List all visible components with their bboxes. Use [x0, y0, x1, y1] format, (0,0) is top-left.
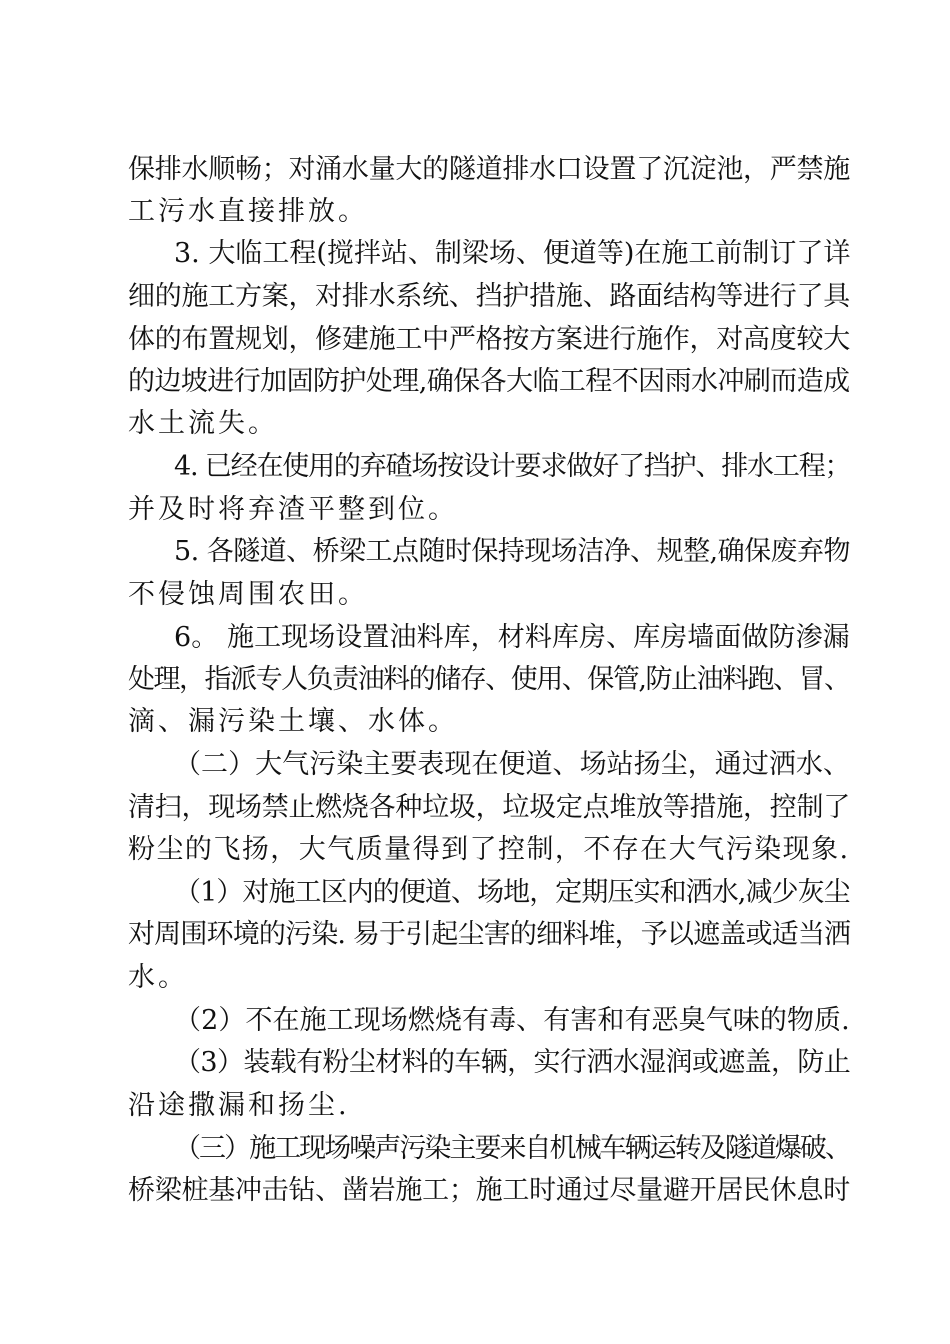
text-line: 的边坡进行加固防护处理,确保各大临工程不因雨水冲刷而造成	[128, 366, 850, 397]
text-line: 工污水直接排放。	[128, 196, 368, 227]
text-line: （3）装载有粉尘材料的车辆，实行洒水湿润或遮盖，防止	[174, 1047, 851, 1078]
text-line: 对周围环境的污染. 易于引起尘害的细料堆，予以遮盖或适当洒	[128, 919, 851, 950]
text-line: 并及时将弃渣平整到位。	[128, 494, 458, 525]
text-line: 3. 大临工程(搅拌站、制梁场、便道等)在施工前制订了详	[174, 238, 851, 269]
text-line: 水土流失。	[128, 408, 278, 439]
text-line: 沿途撒漏和扬尘.	[128, 1090, 350, 1121]
text-line: 桥梁桩基冲击钻、凿岩施工；施工时通过尽量避开居民休息时	[128, 1175, 850, 1206]
text-line: 粉尘的飞扬，大气质量得到了控制，不存在大气污染现象.	[128, 834, 850, 865]
text-line: 5. 各隧道、桥梁工点随时保持现场洁净、规整,确保废弃物	[174, 536, 850, 567]
text-line: 滴、漏污染土壤、水体。	[128, 706, 458, 737]
section-heading-line: （三）施工现场噪声污染主要来自机械车辆运转及隧道爆破、	[174, 1133, 850, 1164]
text-line: 体的布置规划，修建施工中严格按方案进行施作，对高度较大	[128, 324, 850, 355]
text-line: 处理，指派专人负责油料的储存、使用、保管,防止油料跑、冒、	[128, 664, 850, 695]
text-line: 细的施工方案，对排水系统、挡护措施、路面结构等进行了具	[128, 281, 850, 312]
text-line: 水。	[128, 962, 188, 993]
text-line: （1）对施工区内的便道、场地，定期压实和洒水,减少灰尘	[174, 877, 850, 908]
text-line: （2）不在施工现场燃烧有毒、有害和有恶臭气味的物质.	[174, 1005, 850, 1036]
section-heading-line: （二）大气污染主要表现在便道、场站扬尘，通过洒水、	[174, 749, 850, 780]
text-line: 保排水顺畅；对涌水量大的隧道排水口设置了沉淀池，严禁施	[128, 154, 850, 185]
text-line: 6。 施工现场设置油料库，材料库房、库房墙面做防渗漏	[174, 622, 850, 653]
text-line: 4. 已经在使用的弃碴场按设计要求做好了挡护、排水工程；	[174, 451, 851, 482]
text-line: 不侵蚀周围农田。	[128, 579, 368, 610]
text-line: 清扫，现场禁止燃烧各种垃圾，垃圾定点堆放等措施，控制了	[128, 792, 850, 823]
